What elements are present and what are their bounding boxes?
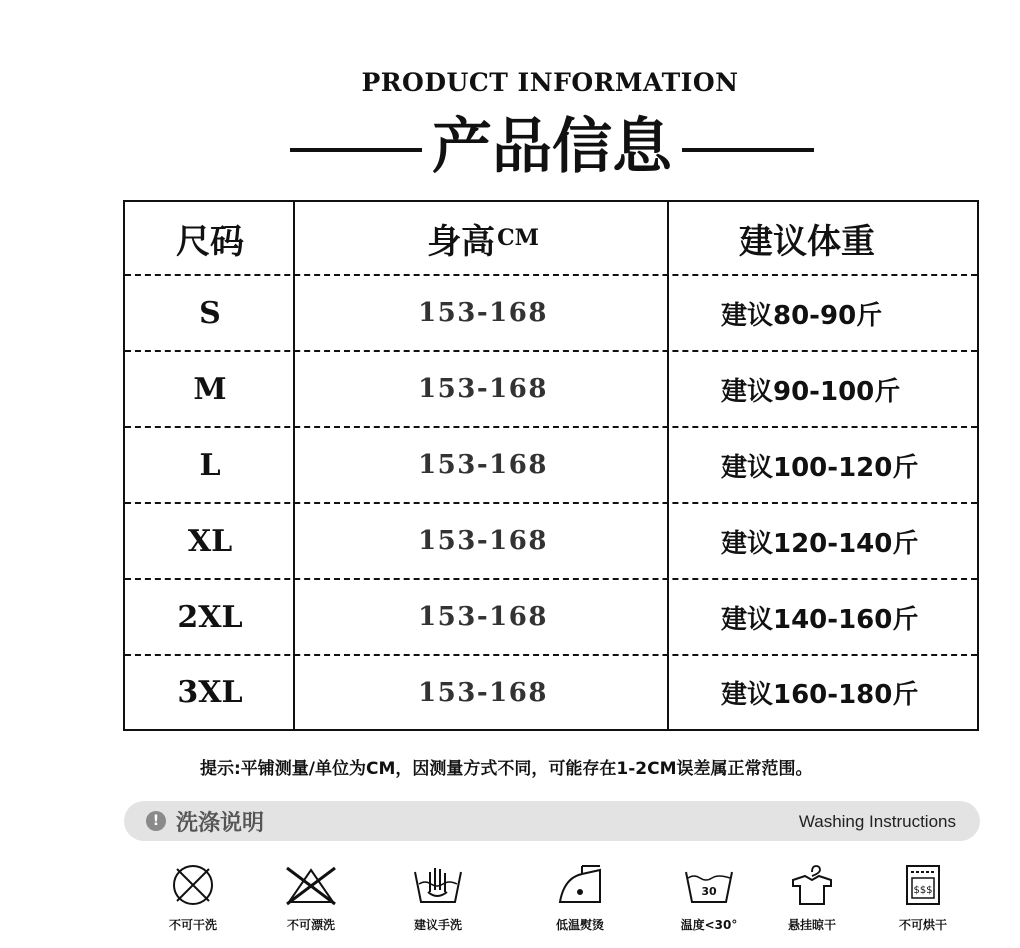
care-label: 悬挂晾干 xyxy=(787,918,836,932)
care-item-low-iron xyxy=(525,862,635,933)
title-rule-right xyxy=(682,148,814,152)
height-cell: 153-168 xyxy=(418,602,548,632)
no-tumble-dry-badge: $$$ xyxy=(913,885,933,896)
size-cell: 3XL xyxy=(177,675,243,710)
care-label: 建议手洗 xyxy=(413,918,462,932)
header-height-label: 身高 xyxy=(427,221,496,262)
no-tumble-dry-icon xyxy=(901,862,945,908)
height-cell: 153-168 xyxy=(418,374,548,404)
size-cell: 2XL xyxy=(177,599,243,635)
care-label: 不可漂洗 xyxy=(286,918,335,932)
wash-temp-badge: 30 xyxy=(701,885,717,898)
size-cell: XL xyxy=(187,523,233,559)
washing-instructions-bar xyxy=(124,801,980,841)
table-row xyxy=(125,352,977,428)
table-row xyxy=(125,428,977,504)
weight-cell: 建议160-180斤 xyxy=(721,680,919,710)
height-cell: 153-168 xyxy=(418,677,548,708)
care-item-no-bleach xyxy=(256,862,366,933)
height-cell: 153-168 xyxy=(418,298,548,328)
care-label: 不可烘干 xyxy=(898,918,947,932)
size-cell: L xyxy=(199,447,221,483)
care-item-hand-wash xyxy=(383,862,493,933)
washing-title-en: Washing Instructions xyxy=(798,812,956,831)
hang-dry-icon xyxy=(787,862,837,908)
table-header-row xyxy=(125,202,977,276)
header-height-unit: CM xyxy=(497,225,539,251)
care-item-no-tumble-dry xyxy=(868,862,978,933)
no-dry-clean-icon xyxy=(168,862,218,908)
hand-wash-icon xyxy=(411,862,465,908)
weight-cell: 建议100-120斤 xyxy=(721,452,919,483)
header-weight: 建议体重 xyxy=(739,221,875,262)
care-item-wash-temp xyxy=(654,862,764,933)
header-height xyxy=(297,202,669,274)
table-row xyxy=(125,656,977,729)
height-cell: 153-168 xyxy=(418,526,548,556)
table-row xyxy=(125,580,977,656)
chinese-title: 产品信息 xyxy=(432,112,672,182)
size-cell: M xyxy=(193,371,227,407)
washing-title-cn: 洗涤说明 xyxy=(176,811,265,836)
english-title: PRODUCT INFORMATION xyxy=(361,68,739,97)
weight-cell: 建议90-100斤 xyxy=(721,376,901,407)
care-item-hang-dry xyxy=(757,862,867,933)
no-bleach-icon xyxy=(281,862,341,908)
low-iron-icon xyxy=(552,862,608,908)
care-label: 温度<30° xyxy=(680,918,738,932)
care-item-no-dry-clean xyxy=(138,862,248,933)
weight-cell: 建议80-90斤 xyxy=(721,300,883,331)
chinese-title-block xyxy=(290,112,814,182)
height-cell: 153-168 xyxy=(418,450,548,480)
size-table xyxy=(123,200,979,731)
exclamation-icon: ! xyxy=(146,811,166,831)
table-row xyxy=(125,276,977,352)
care-label: 不可干洗 xyxy=(168,918,217,932)
header-size: 尺码 xyxy=(176,221,244,262)
size-cell: S xyxy=(199,295,221,331)
measurement-tip: 提示:平铺测量/单位为CM，因测量方式不同，可能存在1-2CM误差属正常范围。 xyxy=(200,759,813,779)
care-label: 低温熨烫 xyxy=(555,918,604,932)
wash-temp-icon xyxy=(682,862,736,908)
weight-cell: 建议120-140斤 xyxy=(721,528,919,559)
title-rule-left xyxy=(290,148,422,152)
table-row xyxy=(125,504,977,580)
weight-cell: 建议140-160斤 xyxy=(721,604,919,635)
